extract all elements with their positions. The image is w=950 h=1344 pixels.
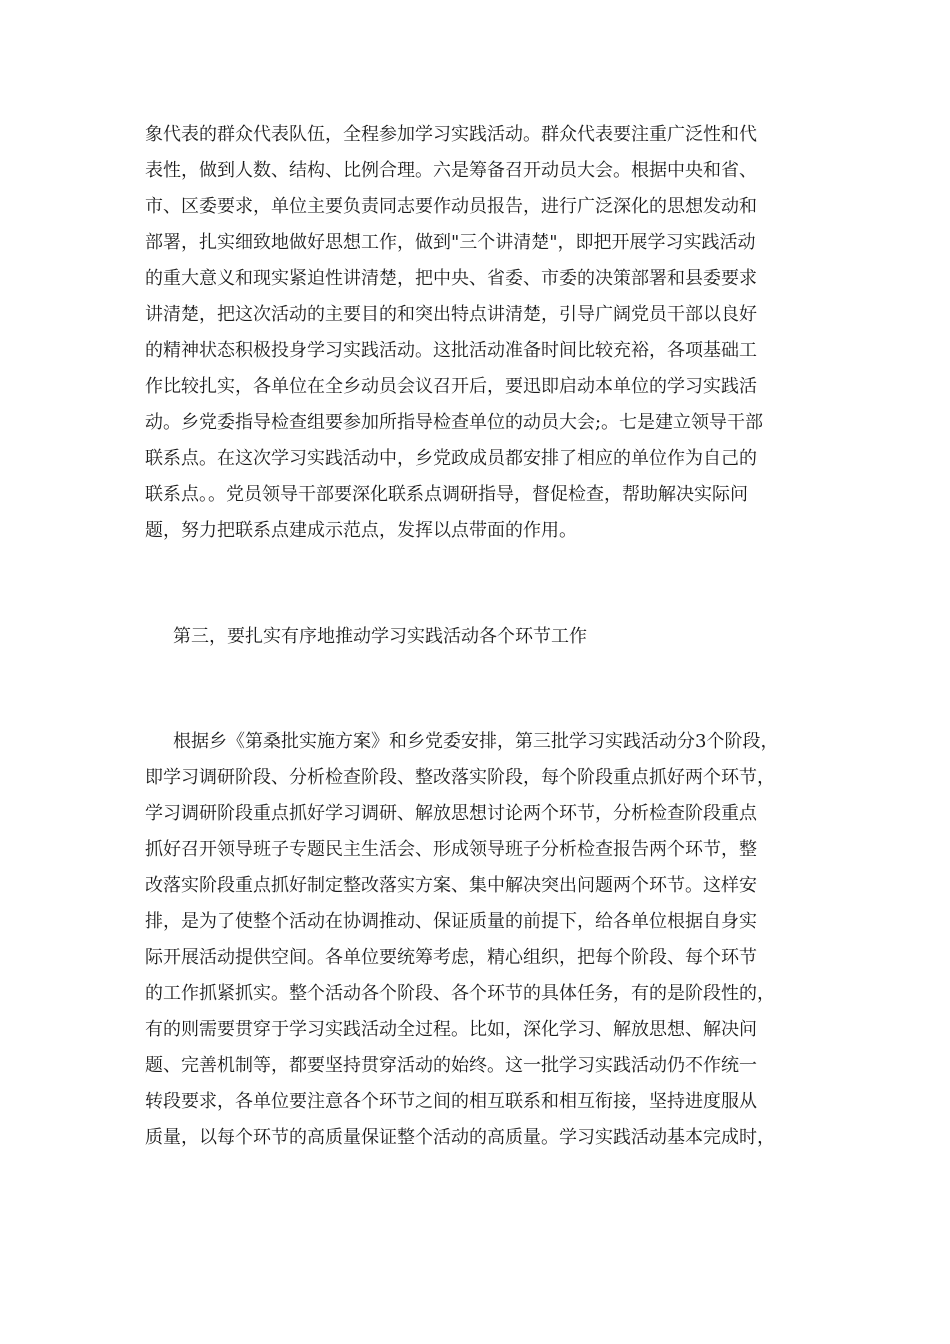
paragraph1-line: 讲清楚，把这次活动的主要目的和突出特点讲清楚，引导广阔党员干部以良好	[145, 304, 757, 325]
paragraph1-line: 象代表的群众代表队伍，全程参加学习实践活动。群众代表要注重广泛性和代	[145, 124, 757, 145]
paragraph2-line: 改落实阶段重点抓好制定整改落实方案、集中解决突出问题两个环节。这样安	[145, 875, 757, 896]
paragraph2-line: 质量，以每个环节的高质量保证整个活动的高质量。学习实践活动基本完成时，	[145, 1127, 775, 1148]
paragraph1-line: 题，努力把联系点建成示范点，发挥以点带面的作用。	[145, 520, 577, 541]
paragraph2-line: 排，是为了使整个活动在协调推动、保证质量的前提下，给各单位根据自身实	[145, 911, 757, 932]
paragraph2-line: 抓好召开领导班子专题民主生活会、形成领导班子分析检查报告两个环节，整	[145, 839, 757, 860]
paragraph1-line: 联系点。在这次学习实践活动中，乡党政成员都安排了相应的单位作为自己的	[145, 448, 757, 469]
paragraph2-line: 有的则需要贯穿于学习实践活动全过程。比如，深化学习、解放思想、解决问	[145, 1019, 757, 1040]
paragraph1-line: 动。乡党委指导检查组要参加所指导检查单位的动员大会;。七是建立领导干部	[145, 412, 764, 433]
paragraph2-line: 转段要求，各单位要注意各个环节之间的相互联系和相互衔接，坚持进度服从	[145, 1091, 757, 1112]
paragraph1-line: 市、区委要求，单位主要负责同志要作动员报告，进行广泛深化的思想发动和	[145, 196, 757, 217]
paragraph1-line: 作比较扎实，各单位在全乡动员会议召开后，要迅即启动本单位的学习实践活	[145, 376, 757, 397]
paragraph1-line: 的重大意义和现实紧迫性讲清楚，把中央、省委、市委的决策部署和县委要求	[145, 268, 757, 289]
paragraph2-line: 题、完善机制等，都要坚持贯穿活动的始终。这一批学习实践活动仍不作统一	[145, 1055, 757, 1076]
paragraph1-line: 表性，做到人数、结构、比例合理。六是筹备召开动员大会。根据中央和省、	[145, 160, 757, 181]
section-heading: 第三，要扎实有序地推动学习实践活动各个环节工作	[173, 626, 587, 647]
paragraph2-line: 即学习调研阶段、分析检查阶段、整改落实阶段，每个阶段重点抓好两个环节，	[145, 767, 775, 788]
paragraph1-line: 联系点。。党员领导干部要深化联系点调研指导，督促检查，帮助解决实际问	[145, 484, 748, 505]
paragraph1-line: 的精神状态积极投身学习实践活动。这批活动准备时间比较充裕，各项基础工	[145, 340, 757, 361]
paragraph2-line: 根据乡《第桑批实施方案》和乡党委安排，第三批学习实践活动分3个阶段，	[173, 731, 779, 752]
paragraph1-line: 部署，扎实细致地做好思想工作，做到"三个讲清楚"，即把开展学习实践活动	[145, 232, 756, 253]
paragraph2-line: 学习调研阶段重点抓好学习调研、解放思想讨论两个环节，分析检查阶段重点	[145, 803, 757, 824]
paragraph2-line: 际开展活动提供空间。各单位要统筹考虑，精心组织，把每个阶段、每个环节	[145, 947, 757, 968]
paragraph2-line: 的工作抓紧抓实。整个活动各个阶段、各个环节的具体任务，有的是阶段性的，	[145, 983, 775, 1004]
